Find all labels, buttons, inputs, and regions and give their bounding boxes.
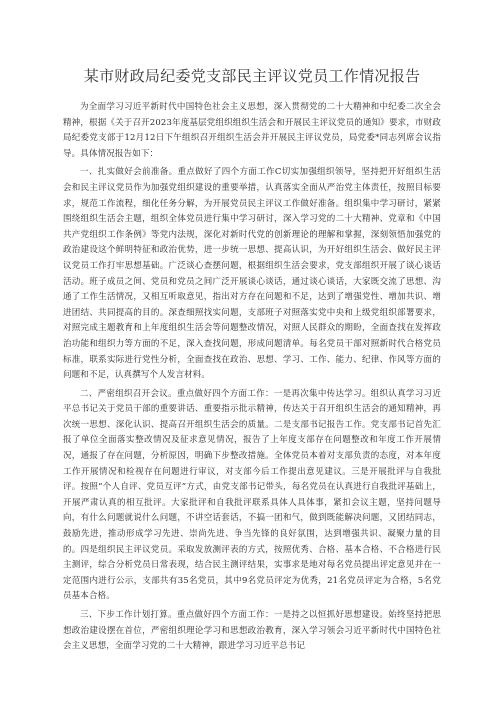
section-1-paragraph: 一、扎实做好会前准备。重点做好了四个方面工作C切实加强组织领导，坚持把开好组织生活会和民主评议党员作为加强党组织建设的重要举措，认真落实全面从严治党主体责任，按照目标要求，规范工作流程，细化任务分解，为开展党员民主评议工作做好准备。组织集中学习研讨，紧紧围绕组织生活会主题，组织全体党员进行集中学习研讨，深入学习党的二十大精神、党章和《中国共产党组织工作条例》等党内法规，深化对新时代党的创新理论的理解和掌握，深刻领悟加强党的政治建设这个鲜明特征和政治优势，进一步统一思想、提高认识，为开好组织生活会、做好民主评议党员工作打牢思想基础。广泛谈心查摆问题，根据组织生活会要求，党支部组织开展了谈心谈话活动。班子成员之间、党员和党员之间广泛开展谈心谈话，通过谈心谈话，大家既交流了思想、沟通了工作生活情况，又相互听取意见，指出对方存在问题和不足，达到了增强党性、增加共识、增进团结、共同提高的目的。深查细照找实问题，支部班子对照落实党中央和上级党组织部署要求，对照完成主题教育和上年度组织生活会等问题整改情况，对照人民群众的期盼，全面查找在发挥政治功能和组织力等方面的不足，深入查找问题，形成问题清单。每名党员干部对照新时代合格党员标准，联系实际进行党性分析，全面查找在政治、思想、学习、工作、能力、纪律、作风等方面的问题和不足，认真撰写个人发言材料。	[63, 167, 441, 381]
section-3-paragraph: 三、下步工作计划打算。重点做好四个方面工作：一是持之以恒抓好思想建设。始终坚持把思想政治建设摆在首位，严密组织理论学习和思想政治教育，深入学习领会习近平新时代中国特色社会主义思想，全面学习党的二十大精神，跟进学习习近平总书记	[63, 610, 441, 652]
document-title: 某市财政局纪委党支部民主评议党员工作情况报告	[83, 67, 421, 85]
section-2-paragraph: 二、严密组织召开会议。重点做好四个方面工作：一是再次集中传达学习。组织认真学习习近平总书记关于党员干部的重要讲话、重要指示批示精神，传达关于召开组织生活会的通知精神，再次统一思想、深化认识、提高召开组织生活会的质量。二是支部书记报告工作。党支部书记首先汇报了单位全面落实整改情况及征求意见情况，报告了上年度支部存在问题整改和年度工作开展情况，通报了存在问题，分析原因，明确下步整改措施。全体党员本着对支部负责的态度，对本年度工作开展情况和检视存在问题进行审议，对支部今后工作提出意见建议。三是开展批评与自我批评。按照“个人自评、党员互评”方式，由党支部书记带头，每名党员在认真进行自我批评基础上，开展严肃认真的相互批评。大家批评和自我批评联系具体人具体事，紧扣会议主题，坚持问题导向，有什么问题就说什么问题，不讲空话套话，不搞一团和气，做到既能解决问题，又团结同志，鼓励先进，推动形成学习先进、崇尚先进、争当先锋的良好氛围，达到增强共识、凝聚力量的目的。四是组织民主评议党员。采取发放测评表的方式，按照优秀、合格、基本合格、不合格进行民主测评，综合分析党员日常表现，结合民主测评结果，实事求是地对每名党员提出评定意见并在一定范围内进行公示，支部共有35名党员，其中9名党员评定为优秀，21名党员评定为合格，5名党员基本合格。	[63, 388, 441, 602]
intro-paragraph: 为全面学习习近平新时代中国特色社会主义思想，深入贯彻党的二十大精神和中纪委二次全会精神，根据《关于召开2023年度基层党组织组织生活会和开展民主评议党员的通知》要求，市财政局纪委党支部于12月12日下午组织召开组织生活会并开展民主评议党员，局党委*同志列席会议指导。具体情况报告如下：	[63, 102, 441, 159]
